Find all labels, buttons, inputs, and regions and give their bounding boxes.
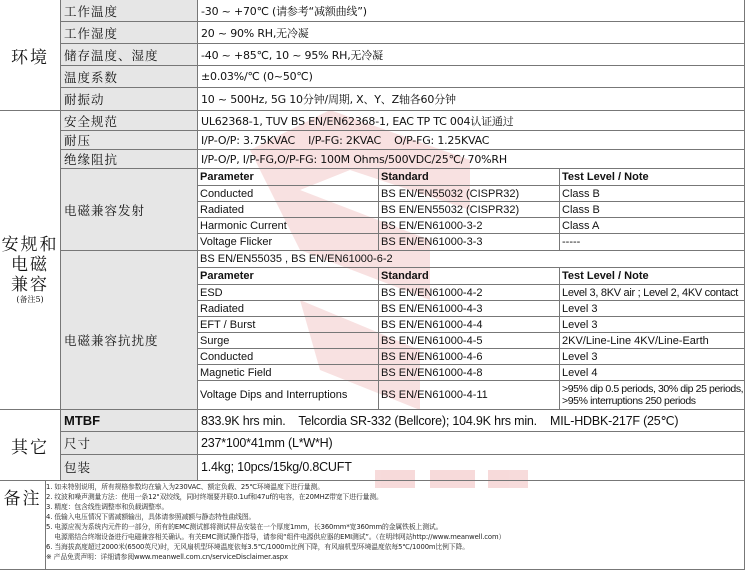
- value-dimensions: 237*100*41mm (L*W*H): [201, 436, 333, 450]
- emi-row-note: Class B: [562, 187, 600, 200]
- value-safety-standards: UL62368-1, TUV BS EN/EN62368-1, EAC TP TC 004认证通过: [201, 114, 514, 128]
- value-withstand-voltage: I/P-O/P: 3.75KVAC I/P-FG: 2KVAC O/P-FG: 1.25KVAC: [201, 133, 490, 147]
- ems-row-parameter: Surge: [200, 334, 230, 347]
- label-operating-temp: 工作温度: [64, 3, 119, 19]
- group-label: 环境: [11, 47, 49, 68]
- ems-row-standard: BS EN/EN61000-4-5: [381, 334, 483, 347]
- label-mtbf: MTBF: [64, 413, 101, 428]
- ems-row-standard: BS EN/EN61000-4-2: [381, 286, 483, 299]
- emi-row-parameter: Harmonic Current: [200, 219, 287, 232]
- ems-header-note: Test Level / Note: [562, 270, 649, 282]
- group-label: 其它: [11, 437, 49, 458]
- ems-dips-parameter: Voltage Dips and Interruptions: [200, 389, 348, 401]
- ems-row-note: Level 4: [562, 366, 598, 379]
- label-safety-standards: 安全规范: [64, 113, 119, 129]
- ems-row-standard: BS EN/EN61000-4-3: [381, 302, 483, 315]
- ems-row-standard: BS EN/EN61000-4-4: [381, 318, 483, 331]
- emi-row-standard: BS EN/EN55032 (CISPR32): [381, 187, 520, 200]
- label-storage: 储存温度、湿度: [64, 47, 159, 63]
- emi-row-standard: BS EN/EN55032 (CISPR32): [381, 203, 520, 216]
- label-emc-immunity: 电磁兼容抗扰度: [64, 333, 159, 348]
- ems-row-note: Level 3: [562, 350, 598, 363]
- label-vibration: 耐振动: [64, 91, 105, 107]
- group-safety-emc: [0, 111, 60, 429]
- emi-row-note: Class B: [562, 203, 600, 216]
- ems-header-parameter: Parameter: [200, 270, 254, 282]
- label-temp-coefficient: 温度系数: [64, 69, 119, 85]
- emi-row-standard: BS EN/EN61000-3-2: [381, 219, 483, 232]
- ems-header-standard: Standard: [381, 270, 429, 282]
- note-line: 5. 电源应视为系统内元件的一部分，所有的EMC测试都将测试样品安装在一个厚度1mm，长360mm*宽360mm的金属铁板上测试。: [46, 523, 443, 531]
- value-isolation-resistance: I/P-O/P, I/P-FG,O/P-FG: 100M Ohms/500VDC/25℃/ 70%RH: [201, 152, 507, 166]
- ems-row-note: 2KV/Line-Line 4KV/Line-Earth: [562, 334, 709, 347]
- emi-header-note: Test Level / Note: [562, 171, 649, 183]
- value-operating-temp: -30 ~ +70℃ (请参考“减额曲线”): [201, 4, 367, 18]
- value-storage: -40 ~ +85℃, 10 ~ 95% RH,无冷凝: [201, 48, 383, 62]
- emi-row-note: -----: [562, 235, 581, 248]
- label-withstand-voltage: 耐压: [64, 133, 92, 148]
- value-mtbf: 833.9K hrs min. Telcordia SR-332 (Bellcore); 104.9K hrs min. MIL-HDBK-217F (25℃): [201, 414, 679, 428]
- ems-intro: BS EN/EN55035 , BS EN/EN61000-6-2: [200, 253, 393, 265]
- ems-row-standard: BS EN/EN61000-4-6: [381, 350, 483, 363]
- ems-row-parameter: ESD: [200, 286, 223, 299]
- value-packing: 1.4kg; 10pcs/15kg/0.8CUFT: [201, 460, 352, 474]
- group-label-line3: 兼容: [11, 275, 49, 295]
- value-vibration: 10 ~ 500Hz, 5G 10分钟/周期, X、Y、Z轴各60分钟: [201, 92, 456, 106]
- label-packing: 包装: [64, 460, 92, 475]
- emi-row-note: Class A: [562, 219, 600, 232]
- ems-dips-standard: BS EN/EN61000-4-11: [381, 389, 488, 401]
- label-dimensions: 尺寸: [64, 436, 92, 451]
- group-notes: [0, 481, 45, 511]
- group-label-line2: 电磁: [11, 255, 49, 275]
- label-emc-emission: 电磁兼容发射: [64, 202, 146, 218]
- ems-dips-note-line2: >95% interruptions 250 periods: [562, 395, 696, 407]
- label-operating-humidity: 工作湿度: [64, 25, 119, 41]
- emi-row-parameter: Conducted: [200, 187, 254, 200]
- note-line: 6. 当海拔高度超过2000米(6500英尺)时，无风扇机型环境温度依每3.5℃/1000m比例下降，有风扇机型环境温度依每5℃/1000m比例下降。: [46, 543, 469, 551]
- ems-row-standard: BS EN/EN61000-4-8: [381, 366, 483, 379]
- ems-row-parameter: Magnetic Field: [200, 366, 272, 379]
- ems-row-note: Level 3, 8KV air ; Level 2, 4KV contact: [562, 286, 739, 299]
- ems-dips-note: [560, 381, 746, 409]
- group-other: [0, 410, 60, 480]
- ems-dips-note-line1: >95% dip 0.5 periods, 30% dip 25 periods,: [562, 383, 744, 395]
- note-line: 电源需结合终端设备进行电磁兼容相关确认。有关EMC测试操作指导，请参阅“组件电源供应器的EMI测试”。（在明纬网站http://www.meanwell.com）: [46, 533, 506, 541]
- emi-row-parameter: Voltage Flicker: [200, 235, 273, 248]
- emi-header-standard: Standard: [381, 171, 429, 183]
- note-line: 2. 纹波和噪声测量方法：使用一条12"双绞线，同时终端要并联0.1uf和47uf的电容，在20MHZ带宽下进行量测。: [46, 493, 383, 501]
- value-operating-humidity: 20 ~ 90% RH,无冷凝: [201, 26, 309, 40]
- ems-row-note: Level 3: [562, 302, 598, 315]
- group-note: (备注5): [16, 295, 44, 304]
- note-line: ※ 产品免责声明：详细请参阅www.meanwell.com.cn/serviceDisclaimer.aspx: [46, 553, 288, 561]
- ems-row-parameter: Radiated: [200, 302, 245, 315]
- emi-row-standard: BS EN/EN61000-3-3: [381, 235, 483, 248]
- ems-row-note: Level 3: [562, 318, 598, 331]
- note-line: 1. 如未特别说明，所有规格参数均在输入为230VAC、额定负载、25℃环境温度下进行量测。: [46, 483, 324, 491]
- ems-row-parameter: EFT / Burst: [200, 318, 256, 331]
- group-label-line1: 安规和: [1, 235, 59, 255]
- group-label: 备注: [3, 488, 42, 509]
- value-temp-coefficient: ±0.03%/℃ (0~50℃): [201, 70, 313, 83]
- note-line: 3. 精度：包含线性调整率和负载调整率。: [46, 503, 169, 511]
- note-line: 4. 低输入电压情况下需减额输出，具体请参照减额与静态特性曲线图。: [46, 513, 256, 521]
- emi-header-parameter: Parameter: [200, 171, 254, 183]
- group-environment: [0, 0, 60, 110]
- label-isolation-resistance: 绝缘阻抗: [64, 152, 119, 167]
- emi-row-parameter: Radiated: [200, 203, 245, 216]
- ems-row-parameter: Conducted: [200, 350, 254, 363]
